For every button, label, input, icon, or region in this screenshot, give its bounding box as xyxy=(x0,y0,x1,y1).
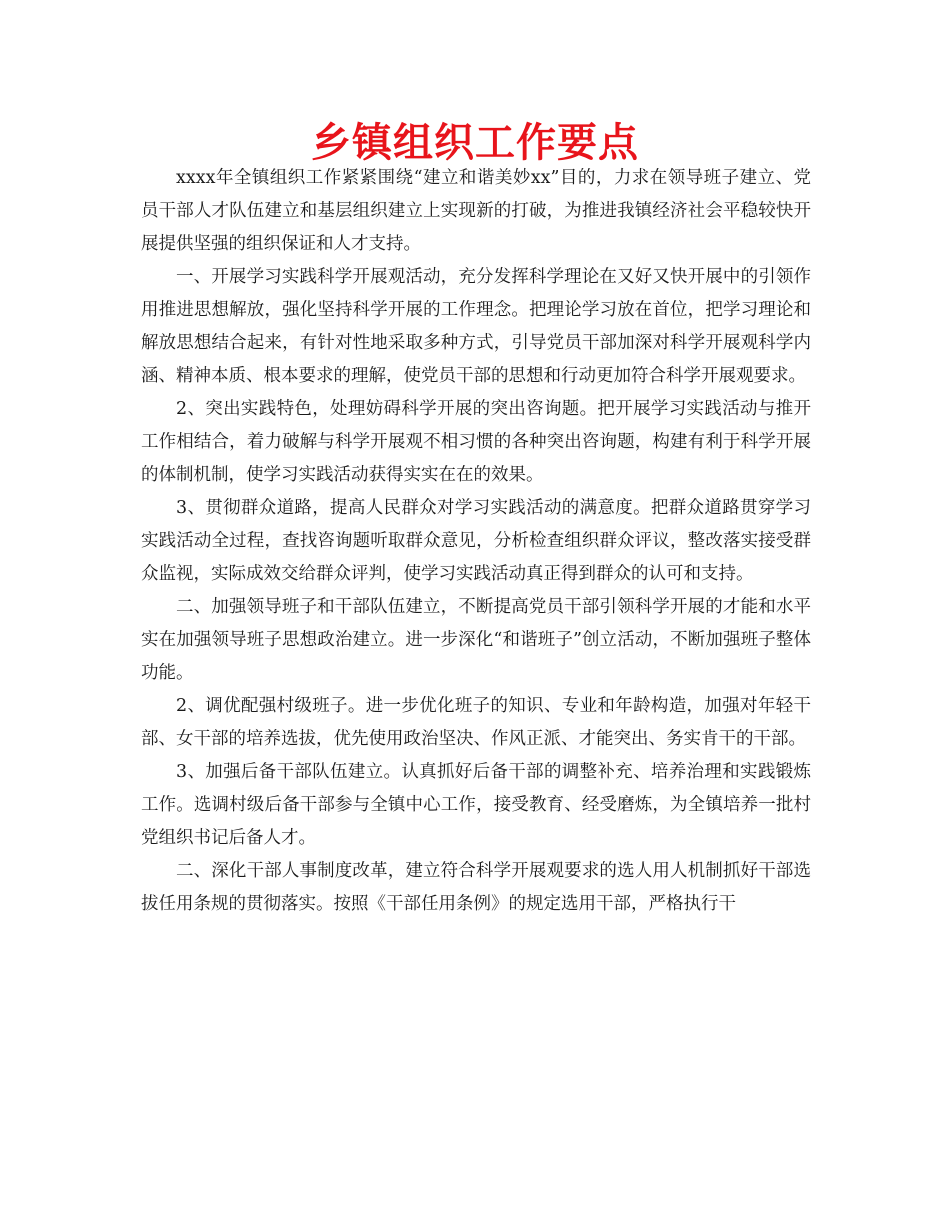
paragraph-section-1: 一、开展学习实践科学开展观活动，充分发挥科学理论在又好又快开展中的引领作用推进思想解放，强化坚持科学开展的工作理念。把理论学习放在首位，把学习理论和解放思想结合起来，有针对性地采取多种方式，引导党员干部加深对科学开展观科学内涵、精神本质、根本要求的理解，使党员干部的思想和行动更加符合科学开展观要求。 xyxy=(141,267,811,386)
paragraph-section-2-item-3: 3、加强后备干部队伍建立。认真抓好后备干部的调整补充、培养治理和实践锻炼工作。选调村级后备干部参与全镇中心工作，接受教育、经受磨炼，为全镇培养一批村党组织书记后备人才。 xyxy=(141,762,811,848)
paragraph-section-1-item-2: 2、突出实践特色，处理妨碍科学开展的突出咨询题。把开展学习实践活动与推开工作相结合，着力破解与科学开展观不相习惯的各种突出咨询题，构建有利于科学开展的体制机制，使学习实践活动获得实实在在的效果。 xyxy=(141,399,811,485)
document-title: 乡镇组织工作要点 xyxy=(311,120,639,166)
document-body xyxy=(141,162,811,921)
paragraph-intro: xxxx年全镇组织工作紧紧围绕“建立和谐美妙xx”目的，力求在领导班子建立、党员干部人才队伍建立和基层组织建立上实现新的打破，为推进我镇经济社会平稳较快开展提供坚强的组织保证和人才支持。 xyxy=(141,168,811,254)
paragraph-section-2: 二、加强领导班子和干部队伍建立，不断提高党员干部引领科学开展的才能和水平实在加强领导班子思想政治建立。进一步深化“和谐班子”创立活动，不断加强班子整体功能。 xyxy=(141,597,811,683)
paragraph-section-3: 二、深化干部人事制度改革，建立符合科学开展观要求的选人用人机制抓好干部选拔任用条规的贯彻落实。按照《干部任用条例》的规定选用干部，严格执行干 xyxy=(141,861,811,914)
paragraph-section-1-item-3: 3、贯彻群众道路，提高人民群众对学习实践活动的满意度。把群众道路贯穿学习实践活动全过程，查找咨询题听取群众意见，分析检查组织群众评议，整改落实接受群众监视，实际成效交给群众评判，使学习实践活动真正得到群众的认可和支持。 xyxy=(141,498,811,584)
paragraph-section-2-item-2: 2、调优配强村级班子。进一步优化班子的知识、专业和年龄构造，加强对年轻干部、女干部的培养选拔，优先使用政治坚决、作风正派、才能突出、务实肯干的干部。 xyxy=(141,696,811,749)
